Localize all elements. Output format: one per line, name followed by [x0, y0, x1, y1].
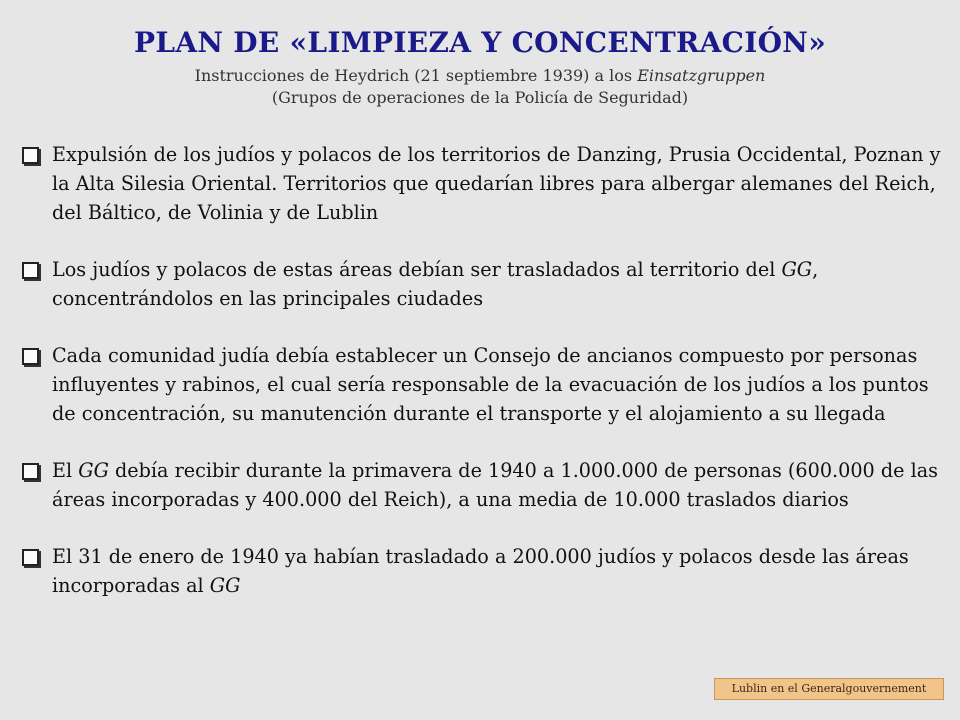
- subtitle-line-2: (Grupos de operaciones de la Policía de Seguridad): [271, 88, 689, 107]
- bullet-item: [22, 341, 950, 428]
- checkbox-bullet-icon: [22, 348, 39, 365]
- bullet-text: Cada comunidad judía debía establecer un Consejo de ancianos compuesto por personas influyentes y rabinos, el cual sería responsable de la evacuación de los judíos a los puntos de concentración, su manutención durante el transporte y el alojamiento a su llegada: [52, 344, 929, 425]
- bullet-item: [22, 255, 950, 313]
- bullet-text: El 31 de enero de 1940 ya habían trasladado a 200.000 judíos y polacos desde las áreas incorporadas al: [52, 545, 909, 597]
- subtitle-line-1: [0, 66, 960, 85]
- gg-abbreviation: GG: [781, 258, 813, 281]
- checkbox-bullet-icon: [22, 463, 39, 480]
- bullet-item: [22, 542, 950, 600]
- subtitle-text: Instrucciones de Heydrich (21 septiembre 1939) a los: [194, 66, 638, 85]
- gg-abbreviation: GG: [209, 574, 241, 597]
- bullet-text: El: [52, 459, 79, 482]
- bullet-item: [22, 456, 950, 514]
- bullet-list: [22, 140, 950, 600]
- page-title: PLAN DE «LIMPIEZA Y CONCENTRACIÓN»: [134, 26, 826, 59]
- subtitle-einsatzgruppen: Einsatzgruppen: [637, 66, 766, 85]
- bullet-text: debía recibir durante la primavera de 1940 a 1.000.000 de personas (600.000 de las áreas incorporadas y 400.000 del Reich), a una media de 10.000 traslados diarios: [52, 459, 939, 511]
- bullet-text: Expulsión de los judíos y polacos de los territorios de Danzing, Prusia Occidental, Poznan y la Alta Silesia Oriental. Territorios que quedarían libres para albergar alemanes del Reich, del Báltico, de Volinia y de Lublin: [52, 143, 941, 224]
- gg-abbreviation: GG: [78, 459, 109, 482]
- bullet-text: Los judíos y polacos de estas áreas debían ser trasladados al territorio del: [52, 258, 782, 281]
- footer-link-button[interactable]: Lublin en el Generalgouvernement: [714, 678, 944, 700]
- bullet-text: , concentrándolos en las principales ciudades: [52, 258, 819, 310]
- checkbox-bullet-icon: [22, 147, 39, 164]
- bullet-item: [22, 140, 950, 227]
- checkbox-bullet-icon: [22, 549, 39, 566]
- checkbox-bullet-icon: [22, 262, 39, 279]
